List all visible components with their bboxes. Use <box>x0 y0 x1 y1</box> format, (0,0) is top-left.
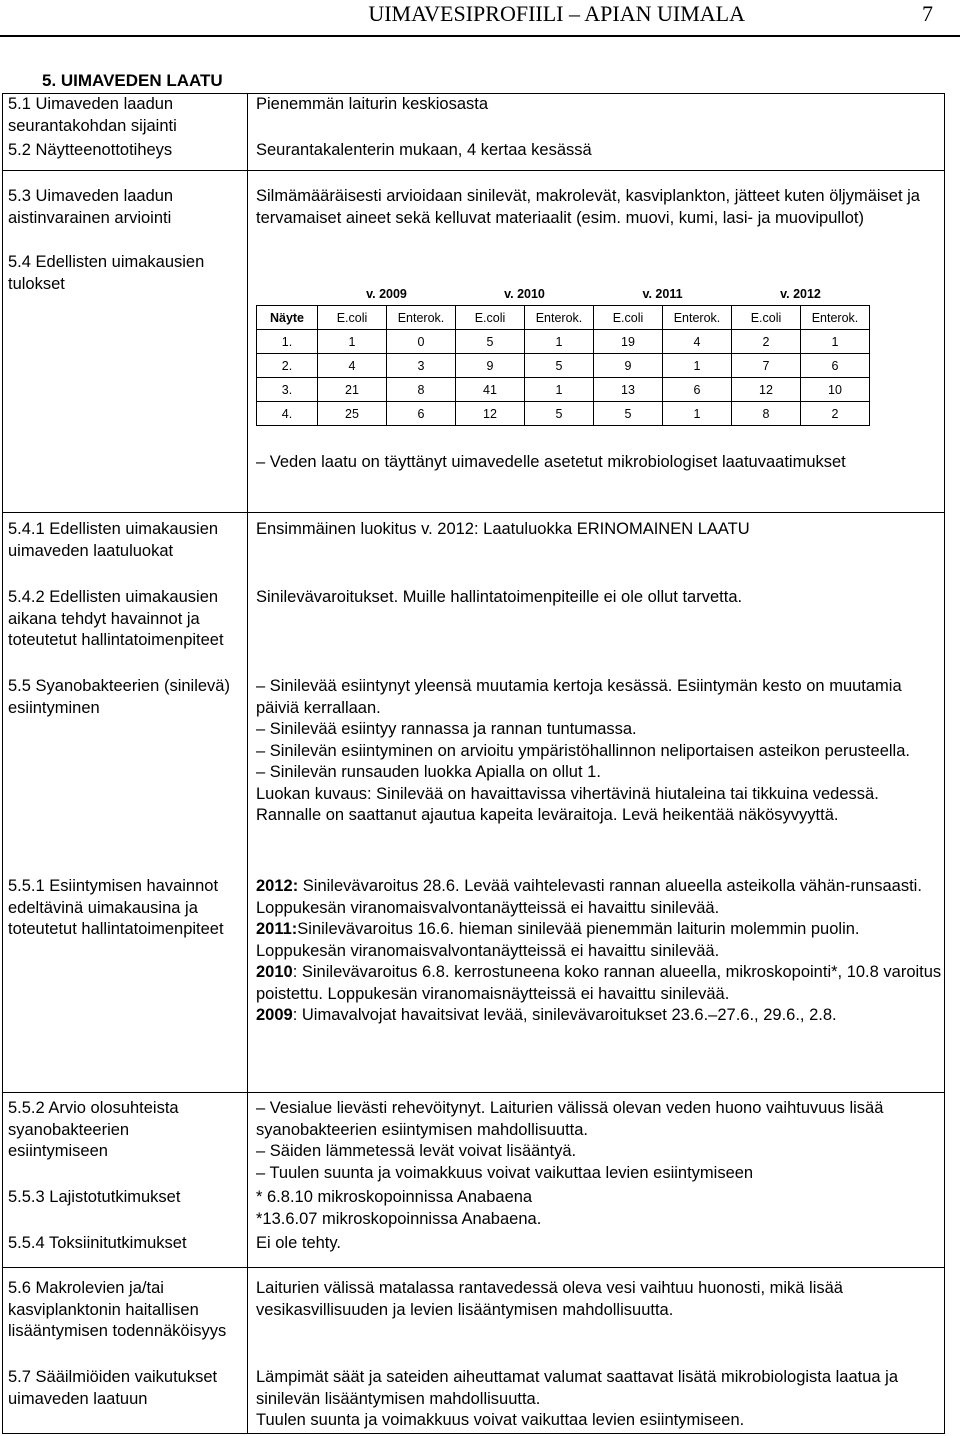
conditions-line: – Tuulen suunta ja voimakkuus voivat vaikuttaa levien esiintymiseen <box>256 1163 754 1182</box>
table-cell: 2. <box>257 354 318 378</box>
label-5-3: 5.3 Uimaveden laadun aistinvarainen arviointi <box>8 187 174 227</box>
table-cell: 8 <box>387 378 456 402</box>
year-2012: v. 2012 <box>780 286 821 301</box>
table-cell: 2 <box>801 402 870 426</box>
table-cell: 3 <box>387 354 456 378</box>
table-cell: 12 <box>456 402 525 426</box>
year-header-row <box>257 282 870 306</box>
year-2011: v. 2011 <box>642 286 683 301</box>
table-cell: 10 <box>801 378 870 402</box>
col-header: Näyte <box>257 306 318 330</box>
cyano-line: – Sinilevää esiintynyt yleensä muutamia kertoja kesässä. Esiintymän kesto on muutamia päiviä kerrallaan. <box>256 677 902 717</box>
col-header: Enterok. <box>663 306 732 330</box>
label-5-6: 5.6 Makrolevien ja/tai kasviplanktonin haitallisen lisääntymisen todennäköisyys <box>8 1279 227 1340</box>
header-rule <box>0 35 960 37</box>
table-cell: 5 <box>456 330 525 354</box>
cyano-line: – Sinilevän esiintyminen on arvioitu ympäristöhallinnon neliportaisen asteikon perusteella. <box>256 741 910 760</box>
value-5-2: Seurantakalenterin mukaan, 4 kertaa kesässä <box>256 141 592 159</box>
cyano-line: – Sinilevää esiintyy rannassa ja rannan tuntumassa. <box>256 720 637 738</box>
conditions-line: – Vesialue lievästi rehevöitynyt. Laiturien välissä olevan veden huono vaihtuvuus lisää syanobakteerien esiintymisen mahdollisuutta. <box>256 1099 884 1139</box>
col-header: Enterok. <box>801 306 870 330</box>
table-row <box>257 354 870 378</box>
table-cell: 1. <box>257 330 318 354</box>
table-cell: 19 <box>594 330 663 354</box>
col-header: Enterok. <box>387 306 456 330</box>
row-divider <box>2 1092 945 1093</box>
section-heading: 5. UIMAVEDEN LAATU <box>42 71 223 90</box>
table-cell: 9 <box>594 354 663 378</box>
cyano-line: Luokan kuvaus: Sinilevää on havaittavissa vihertävinä hiutaleina tai tikkuina vedessä. Rannalle on saattanut ajautua kapeita leväraitoja. Levä heikentää näkösyvyyttä. <box>256 784 879 824</box>
value-5-7 <box>256 1367 946 1432</box>
label-5-4-1: 5.4.1 Edellisten uimakausien uimaveden laatuluokat <box>8 520 219 560</box>
col-header: Enterok. <box>525 306 594 330</box>
table-row <box>257 378 870 402</box>
value-5-5-2 <box>256 1098 946 1184</box>
history-text-2009: : Uimavalvojat havaitsivat levää, sinilevävaroitukset 23.6.–27.6., 29.6., 2.8. <box>292 1006 837 1024</box>
document-header-title: UIMAVESIPROFIILI – APIAN UIMALA <box>368 1 745 26</box>
table-cell: 5 <box>525 402 594 426</box>
history-text-2010: : Sinilevävaroitus 6.8. kerrostuneena koko rannan alueella, mikroskopointi*, 10.8 varoitus poistettu. Loppukesän viranomaisnäytteissä ei havaittu sinilevää. <box>256 963 942 1003</box>
table-row <box>257 402 870 426</box>
label-5-5-2: 5.5.2 Arvio olosuhteista syanobakteerien esiintymiseen <box>8 1099 179 1160</box>
year-label-2011: 2011: <box>256 920 298 938</box>
value-5-5-1 <box>256 876 946 1027</box>
species-line: *13.6.07 mikroskopoinnissa Anabaena. <box>256 1209 542 1228</box>
table-cell: 4 <box>318 354 387 378</box>
table-cell: 7 <box>732 354 801 378</box>
year-label-2012: 2012: <box>256 877 299 895</box>
label-5-5-3: 5.5.3 Lajistotutkimukset <box>8 1188 181 1206</box>
history-text-2012: Sinilevävaroitus 28.6. Levää vaihtelevasti rannan alueella asteikolla vähän-runsaasti. Loppukesän viranomaisvalvontanäytteissä ei havaittu sinilevää. <box>256 877 922 917</box>
year-2010: v. 2010 <box>504 286 545 301</box>
value-5-5 <box>256 676 946 827</box>
value-5-1: Pienemmän laiturin keskiosasta <box>256 95 489 113</box>
value-5-6: Laiturien välissä matalassa rantavedessä oleva vesi vaihtuu huonosti, mikä lisää vesikasvillisuuden ja levien lisääntymisen mahdollisuutta. <box>256 1279 843 1319</box>
table-cell: 21 <box>318 378 387 402</box>
table-cell: 1 <box>525 330 594 354</box>
conditions-line: – Säiden lämmetessä levät voivat lisääntyä. <box>256 1142 577 1160</box>
table-cell: 1 <box>525 378 594 402</box>
value-5-3: Silmämääräisesti arvioidaan sinilevät, makrolevät, kasviplankton, jätteet kuten öljymäiset ja tervamaiset aineet sekä kelluvat materiaalit (esim. muovi, kumi, lasi- ja muovipullot) <box>256 187 920 227</box>
table-cell: 6 <box>663 378 732 402</box>
table-cell: 1 <box>801 330 870 354</box>
table-cell: 9 <box>456 354 525 378</box>
table-cell: 25 <box>318 402 387 426</box>
history-2010 <box>256 962 946 1005</box>
weather-line: Lämpimät säät ja sateiden aiheuttamat valumat saattavat lisätä mikrobiologista laatua ja sinilevän lisääntymisen mahdollisuutta. <box>256 1368 899 1408</box>
label-5-7: 5.7 Sääilmiöiden vaikutukset uimaveden laatuun <box>8 1368 218 1408</box>
label-5-5-4: 5.5.4 Toksiinitutkimukset <box>8 1234 187 1252</box>
table-cell: 13 <box>594 378 663 402</box>
table-cell: 8 <box>732 402 801 426</box>
table-cell: 0 <box>387 330 456 354</box>
column-divider <box>247 93 248 1434</box>
table-cell: 5 <box>594 402 663 426</box>
table-cell: 41 <box>456 378 525 402</box>
table-cell: 3. <box>257 378 318 402</box>
history-2011 <box>256 919 946 962</box>
row-divider <box>2 1267 945 1268</box>
table-row <box>257 330 870 354</box>
note-5-4: – Veden laatu on täyttänyt uimavedelle asetetut mikrobiologiset laatuvaatimukset <box>256 453 846 471</box>
value-5-5-3 <box>256 1187 946 1230</box>
table-cell: 2 <box>732 330 801 354</box>
sample-results-table <box>256 282 870 426</box>
col-header: E.coli <box>732 306 801 330</box>
table-cell: 4 <box>663 330 732 354</box>
column-header-row <box>257 306 870 330</box>
label-5-4-2: 5.4.2 Edellisten uimakausien aikana tehdyt havainnot ja toteutetut hallintatoimenpiteet <box>8 588 224 649</box>
year-2009: v. 2009 <box>366 286 407 301</box>
value-5-4-2: Sinilevävaroitukset. Muille hallintatoimenpiteille ei ole ollut tarvetta. <box>256 588 743 606</box>
value-5-4-1: Ensimmäinen luokitus v. 2012: Laatuluokka ERINOMAINEN LAATU <box>256 520 750 538</box>
table-cell: 4. <box>257 402 318 426</box>
table-cell: 6 <box>801 354 870 378</box>
label-5-4: 5.4 Edellisten uimakausien tulokset <box>8 253 205 293</box>
table-cell: 5 <box>525 354 594 378</box>
label-5-1: 5.1 Uimaveden laadun seurantakohdan sijainti <box>8 95 177 135</box>
table-cell: 12 <box>732 378 801 402</box>
cyano-line: – Sinilevän runsauden luokka Apialla on ollut 1. <box>256 763 601 781</box>
label-5-5: 5.5 Syanobakteerien (sinilevä) esiintyminen <box>8 677 230 717</box>
table-cell: 1 <box>318 330 387 354</box>
row-divider <box>2 170 945 171</box>
year-label-2009: 2009 <box>256 1006 293 1024</box>
col-header: E.coli <box>594 306 663 330</box>
year-label-2010: 2010 <box>256 963 293 981</box>
row-divider <box>2 512 945 513</box>
col-header: E.coli <box>456 306 525 330</box>
label-5-2: 5.2 Näytteenottotiheys <box>8 141 173 159</box>
table-cell: 6 <box>387 402 456 426</box>
history-2012 <box>256 876 946 919</box>
history-text-2011: Sinilevävaroitus 16.6. hieman sinilevää pienemmän laiturin molemmin puolin. Loppukesän viranomaisvalvontanäytteissä ei havaittu sinilevää. <box>256 920 860 960</box>
table-cell: 1 <box>663 402 732 426</box>
page-number: 7 <box>922 1 933 26</box>
value-5-5-4: Ei ole tehty. <box>256 1234 341 1252</box>
weather-line: Tuulen suunta ja voimakkuus voivat vaikuttaa levien esiintymiseen. <box>256 1411 745 1429</box>
label-5-5-1: 5.5.1 Esiintymisen havainnot edeltävinä uimakausina ja toteutetut hallintatoimenpiteet <box>8 877 224 938</box>
table-cell: 1 <box>663 354 732 378</box>
species-line: * 6.8.10 mikroskopoinnissa Anabaena <box>256 1188 533 1206</box>
history-2009 <box>256 1005 946 1027</box>
col-header: E.coli <box>318 306 387 330</box>
